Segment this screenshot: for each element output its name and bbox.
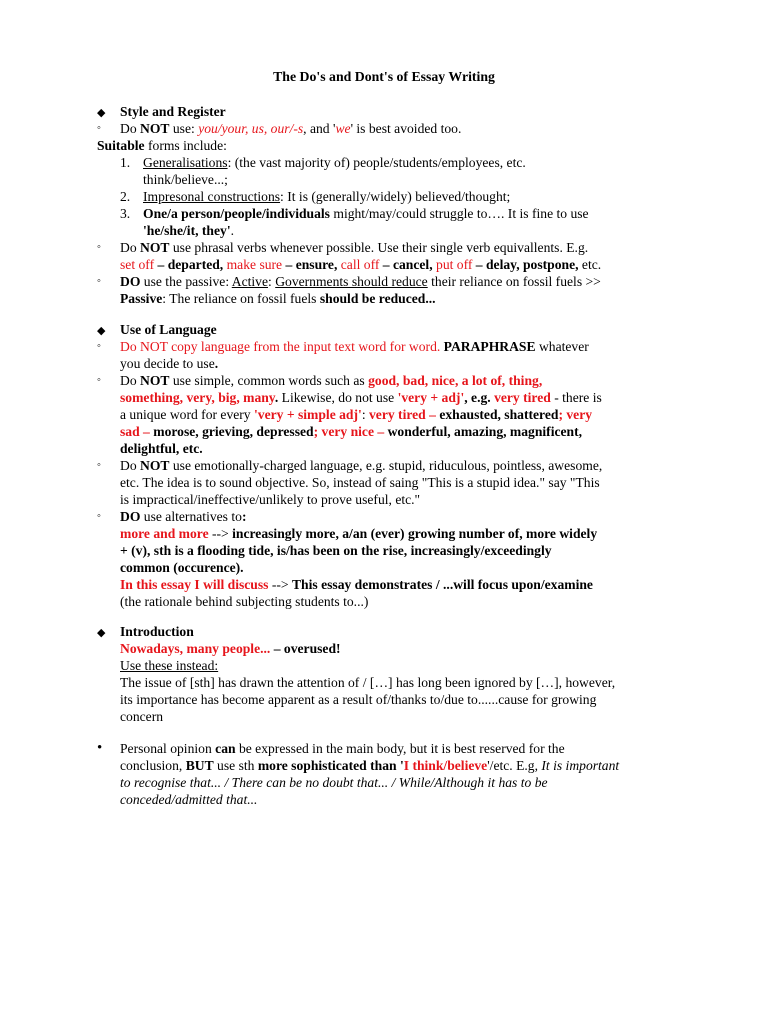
circle-bullet-icon: ◦ [97,275,101,287]
circle-bullet-icon: ◦ [97,340,101,352]
diamond-bullet-icon: ◆ [97,107,106,119]
section-style-register [97,103,707,307]
bullet-icon: • [97,740,103,756]
list-item: ◦ Do NOT use: you/your, us, our/-s, and 'we' is best avoided too. [97,121,462,136]
numbered-item: 3. One/a person/people/individuals might/may/could struggle to…. It is fine to use 'he/she/it, they'. [120,206,589,238]
list-item: ◦ Do NOT use phrasal verbs whenever possible. Use their single verb equivallents. E.g. set off – departed, make sure – ensure, call off – cancel, put off – delay, postpone, etc. [97,240,602,272]
circle-bullet-icon: ◦ [97,459,101,471]
list-item: ◦ Do NOT use simple, common words such as good, bad, nice, a lot of, thing, something, very, big, many. Likewise, do not use 'very + adj', e.g. very tired - there is a unique word for every 'very + simple adj': very tired – exhausted, shattered; very sad – morose, grieving, depressed; very nice – wonderful, amazing, magnificent, delightful, etc. [97,373,602,456]
personal-opinion-note [97,740,707,808]
circle-bullet-icon: ◦ [97,510,101,522]
list-item: ◦ Do NOT copy language from the input text word for word. PARAPHRASE whatever you decide to use. [97,339,589,371]
circle-bullet-icon: ◦ [97,241,101,253]
document-title: The Do's and Dont's of Essay Writing [273,69,495,84]
section-introduction [97,623,707,725]
list-item: ◦ DO use alternatives to: more and more --> increasingly more, a/an (ever) growing number of, more widely + (v), sth is a flooding tide, is/has been on the rise, increasingly/exceedingly common (occurence). In this essay I will discuss --> This essay demonstrates / ...will focus upon/examine (the rationale behind subjecting students to...) [97,509,598,609]
list-item: • Personal opinion can be expressed in the main body, but it is best reserved for the conclusion, BUT use sth more sophisticated than 'I think/believe'/etc. E.g, It is important to recognise that... / There can be no doubt that... / While/Although it has to be conceded/admitted that... [97,740,620,807]
numbered-item: 2. Impresonal constructions: It is (generally/widely) believed/thought; [120,189,511,204]
suitable-forms-line: Suitable forms include: [97,138,227,153]
section-heading: Style and Register [120,104,226,119]
numbered-list [97,154,707,239]
section-use-of-language [97,321,707,610]
circle-bullet-icon: ◦ [97,122,101,134]
diamond-bullet-icon: ◆ [97,325,106,337]
introduction-body: Nowadays, many people... – overused! Use these instead: The issue of [sth] has drawn the attention of / […] has long been ignored by […], however, its importance has become apparent as a result of/thanks to/due to......cause for growing concern [120,641,616,724]
section-heading: Introduction [120,624,194,639]
section-heading: Use of Language [120,322,217,337]
list-item: ◦ Do NOT use emotionally-charged language, e.g. stupid, riduculous, pointless, awesome, etc. The idea is to sound objective. So, instead of saing "This is a stupid idea." say "This is impractical/ineffective/unlikely to prove useful, etc." [97,458,603,507]
diamond-bullet-icon: ◆ [97,627,106,639]
list-item: ◦ DO use the passive: Active: Governments should reduce their reliance on fossil fuels >> Passive: The reliance on fossil fuels should be reduced... [97,274,601,306]
numbered-item: 1. Generalisations: (the vast majority of) people/students/employees, etc. think/believe...; [120,155,526,187]
circle-bullet-icon: ◦ [97,374,101,386]
